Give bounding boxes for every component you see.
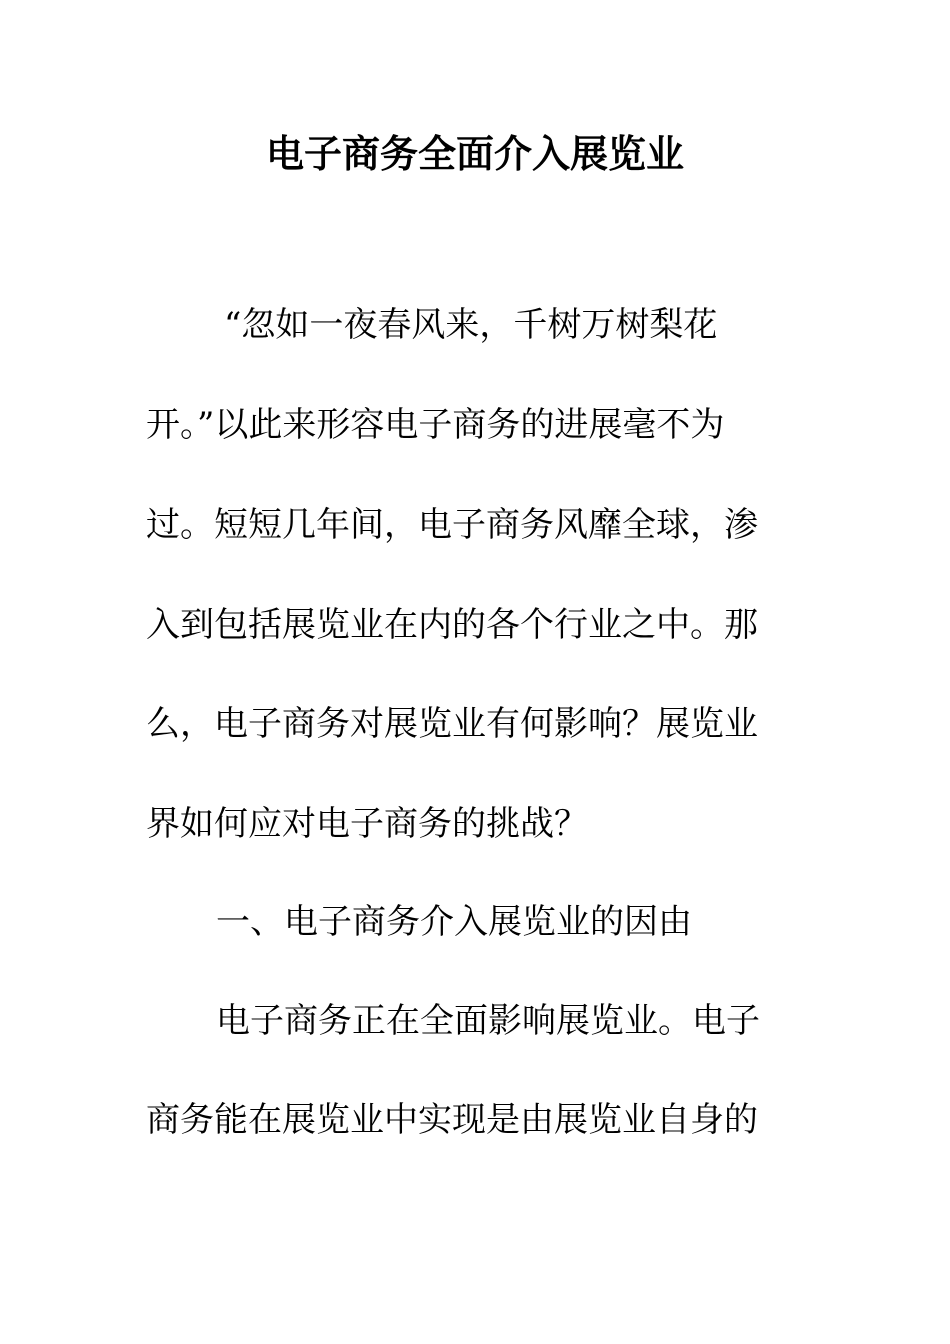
paragraph-line: 么，电子商务对展览业有何影响？展览业	[146, 704, 758, 744]
paragraph-line: 过。短短几年间，电子商务风靡全球，渗	[146, 505, 758, 545]
paragraph-line: 商务能在展览业中实现是由展览业自身的	[146, 1100, 758, 1140]
paragraph-line: 入到包括展览业在内的各个行业之中。那	[146, 605, 758, 645]
document-title: 电子商务全面介入展览业	[265, 131, 684, 176]
section-heading: 一、电子商务介入展览业的因由	[216, 902, 692, 942]
paragraph-line: 开。”以此来形容电子商务的进展毫不为	[146, 405, 725, 445]
paragraph-line: “忽如一夜春风来，千树万树梨花	[224, 305, 718, 345]
paragraph-line: 界如何应对电子商务的挑战？	[146, 804, 588, 844]
paragraph-line: 电子商务正在全面影响展览业。电子	[216, 1001, 760, 1041]
